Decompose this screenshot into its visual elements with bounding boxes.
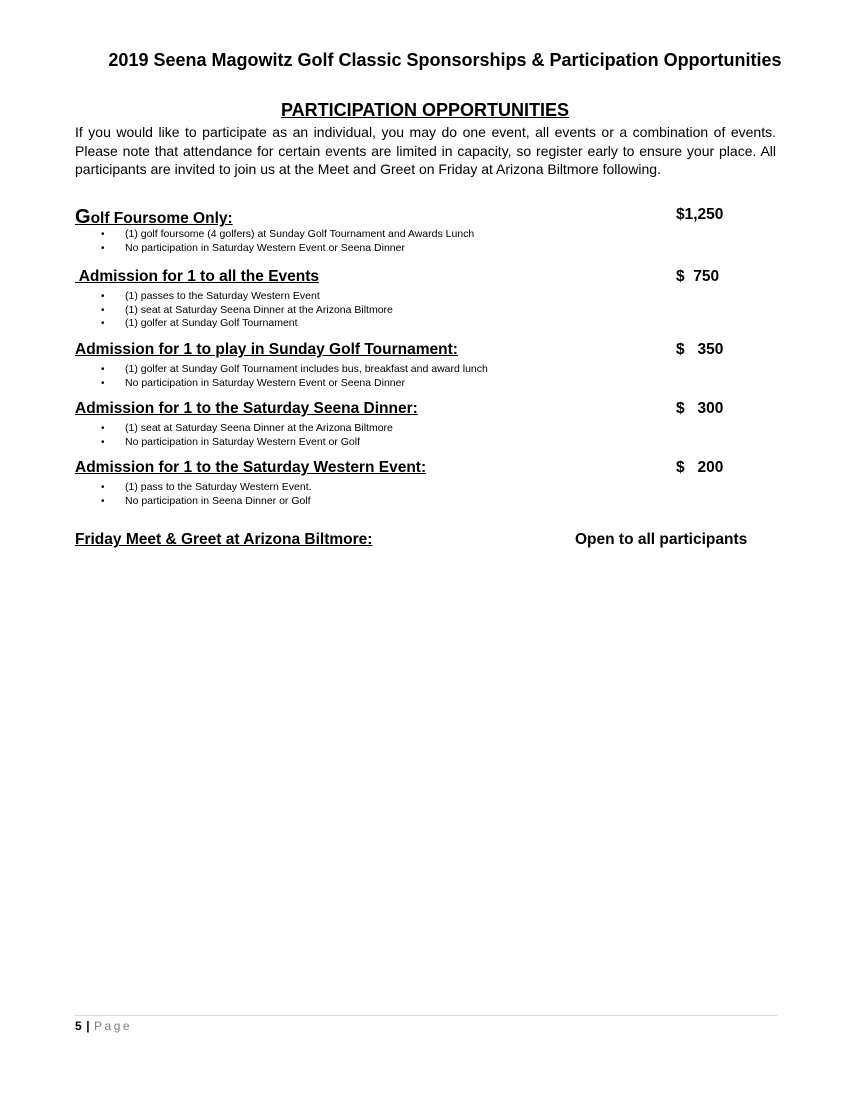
option-header — [75, 531, 765, 553]
option-title-initial: G — [75, 206, 91, 228]
option-header — [75, 459, 765, 481]
bullet-icon: • — [101, 304, 105, 316]
list-item — [75, 290, 765, 304]
list-item — [75, 304, 765, 318]
option-all-events — [75, 268, 765, 331]
bullet-text: (1) golf foursome (4 golfers) at Sunday Golf Tournament and Awards Lunch — [125, 228, 475, 240]
bullet-text: (1) golfer at Sunday Golf Tournament — [125, 317, 298, 329]
section-heading: PARTICIPATION OPPORTUNITIES — [280, 100, 569, 120]
bullet-icon: • — [101, 423, 105, 434]
list-item — [75, 242, 765, 256]
bullet-text: No participation in Seena Dinner or Golf — [125, 494, 311, 507]
page-footer — [75, 1019, 132, 1033]
option-title — [75, 206, 233, 229]
list-item — [75, 317, 765, 331]
option-header — [75, 268, 765, 290]
option-seena-dinner — [75, 400, 765, 449]
option-price: $ 200 — [676, 459, 724, 476]
bullet-text: (1) seat at Saturday Seena Dinner at the Arizona Biltmore — [125, 303, 393, 316]
option-golf-foursome — [75, 206, 765, 255]
bullet-text: (1) golfer at Sunday Golf Tournament includes bus, breakfast and award lunch — [125, 363, 488, 375]
bullet-icon: • — [101, 377, 105, 389]
list-item — [75, 481, 765, 495]
list-item — [75, 363, 765, 377]
footer-separator: | — [86, 1019, 91, 1033]
option-price: $1,250 — [676, 206, 724, 223]
option-sunday-golf — [75, 341, 765, 390]
option-title: Friday Meet & Greet at Arizona Biltmore: — [75, 531, 373, 548]
option-price: $ 300 — [676, 400, 724, 417]
page-label: Page — [94, 1019, 133, 1033]
bullet-icon: • — [101, 436, 105, 448]
option-header — [75, 206, 765, 228]
bullet-icon: • — [101, 291, 105, 302]
option-western-event — [75, 459, 765, 508]
option-title-rest: olf Foursome Only: — [90, 210, 233, 227]
option-price: $ 750 — [676, 268, 720, 285]
bullet-icon: • — [101, 242, 105, 254]
document-title: 2019 Seena Magowitz Golf Classic Sponsorships & Participation Opportunities — [108, 50, 782, 70]
page-number: 5 — [75, 1019, 83, 1033]
option-bullet-list — [75, 481, 765, 508]
option-title: Admission for 1 to play in Sunday Golf Tournament: — [75, 341, 458, 358]
bullet-text: (1) pass to the Saturday Western Event. — [125, 481, 312, 493]
option-title: Admission for 1 to the Saturday Seena Dinner: — [75, 400, 418, 417]
footer-divider — [75, 1015, 777, 1016]
option-price: Open to all participants — [575, 531, 748, 548]
bullet-icon: • — [101, 318, 105, 329]
bullet-text: No participation in Saturday Western Event or Golf — [125, 435, 361, 448]
bullet-text: No participation in Saturday Western Event or Seena Dinner — [125, 241, 405, 254]
list-item — [75, 422, 765, 436]
list-item — [75, 436, 765, 450]
bullet-icon: • — [101, 229, 105, 240]
option-bullet-list — [75, 363, 765, 390]
option-bullet-list — [75, 290, 765, 331]
option-title: Admission for 1 to all the Events — [75, 268, 320, 285]
bullet-icon: • — [101, 482, 105, 493]
bullet-text: (1) passes to the Saturday Western Event — [125, 290, 320, 302]
bullet-text: No participation in Saturday Western Event or Seena Dinner — [125, 376, 405, 389]
option-friday-meet-greet — [75, 531, 765, 553]
list-item — [75, 228, 765, 242]
option-header — [75, 400, 765, 422]
option-price: $ 350 — [676, 341, 724, 358]
bullet-text: (1) seat at Saturday Seena Dinner at the Arizona Biltmore — [125, 422, 393, 434]
option-bullet-list — [75, 228, 765, 255]
intro-paragraph: If you would like to participate as an individual, you may do one event, all events or a combination of events. Please note that attendance for certain events are limited in capacity, so register early to ensure your place. All participants are invited to join us at the Meet and Greet on Friday at Arizona Biltmore following. — [75, 124, 776, 177]
bullet-icon: • — [101, 364, 105, 375]
bullet-icon: • — [101, 495, 105, 507]
list-item — [75, 495, 765, 509]
option-title: Admission for 1 to the Saturday Western Event: — [75, 459, 427, 476]
option-header — [75, 341, 765, 363]
option-bullet-list — [75, 422, 765, 449]
list-item — [75, 377, 765, 391]
